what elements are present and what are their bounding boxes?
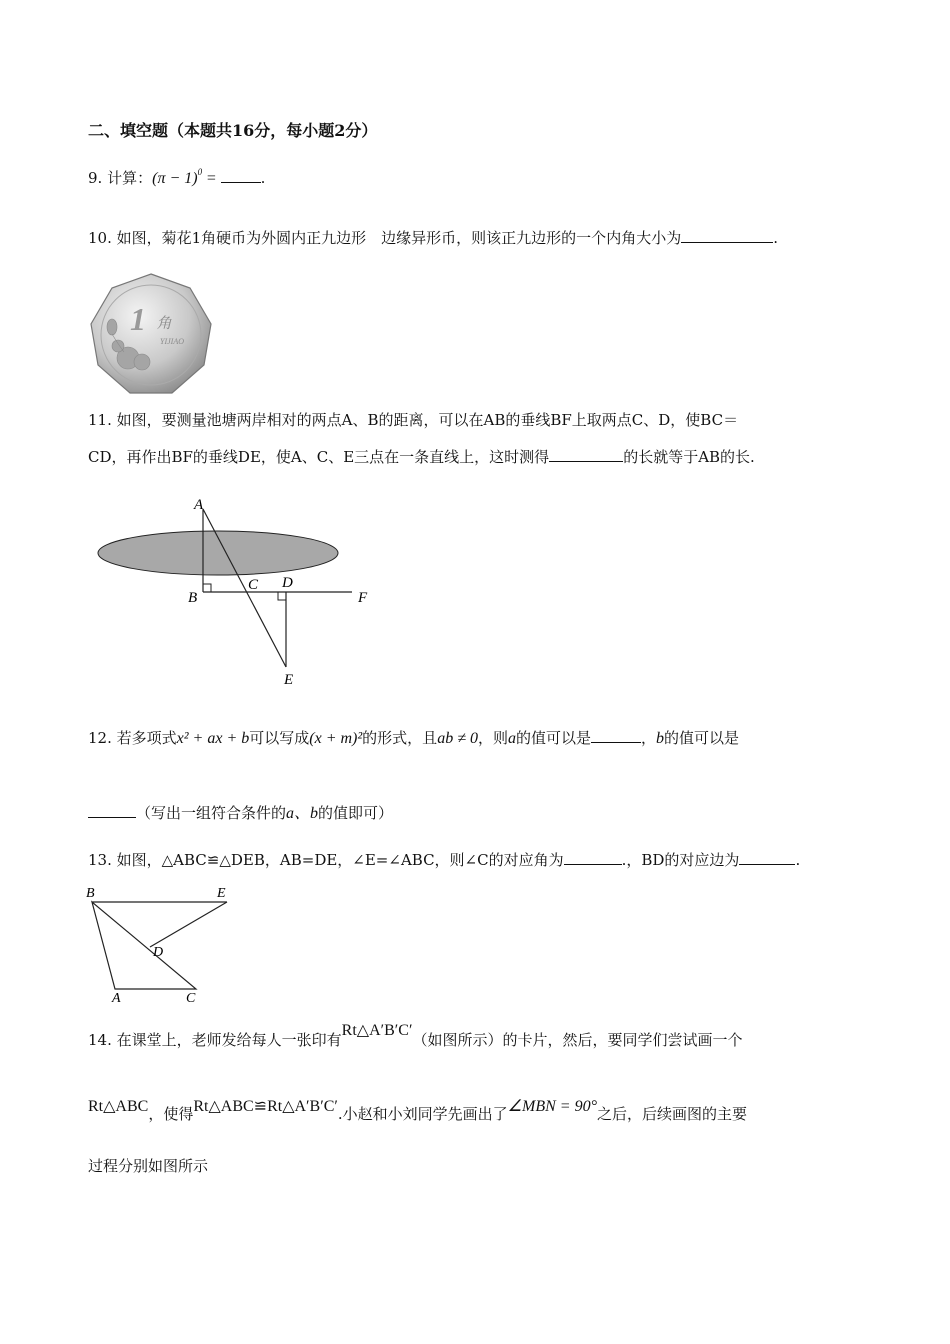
q12-var-b: b — [656, 730, 665, 747]
q12-square: (x + m)² — [309, 730, 363, 747]
q14-congruence: Rt△ABC≌Rt△A′B′C′ — [193, 1098, 338, 1115]
q10-text: 如图，菊花1角硬币为外圆内正九边形 边缘异形币，则该正九边形的一个内角大小为 — [116, 229, 682, 247]
q12-cond: ab ≠ 0 — [437, 730, 478, 747]
question-12-line2 — [88, 803, 393, 824]
q10-answer-blank[interactable] — [681, 228, 773, 243]
section-title: 二、填空题（本题共16分，每小题2分） — [88, 121, 378, 140]
pond-figure — [90, 495, 380, 690]
label-E: E — [284, 672, 294, 688]
q12-line2-end: 的值即可） — [318, 804, 394, 822]
q12-line2: （写出一组符合条件的 — [136, 804, 287, 822]
q14-text-4: .小赵和小刘同学先画出了 — [337, 1105, 508, 1123]
tri-label-B: B — [86, 886, 95, 901]
q12-number: 12. — [88, 729, 112, 747]
q13-text: 如图，△ABC≌△DEB，AB=DE，∠E=∠ABC，则∠C的对应角为 — [116, 851, 564, 869]
q12-ab-pair: a、b — [286, 805, 319, 822]
q9-prefix: 计算： — [107, 169, 153, 187]
q13-end: . — [795, 851, 801, 869]
tri-label-D: D — [153, 945, 164, 960]
label-A: A — [194, 497, 204, 513]
triangle-figure — [84, 880, 244, 1006]
q9-end: . — [260, 169, 266, 187]
q12-text-7: 的值可以是 — [664, 729, 740, 747]
tri-label-C: C — [186, 991, 196, 1006]
q14-text-2: （如图所示）的卡片，然后，要同学们尝试画一个 — [412, 1031, 743, 1049]
coin-digit: 1 — [130, 301, 146, 337]
q12-text-6: ， — [641, 729, 657, 747]
question-14-line1 — [88, 1022, 743, 1051]
q14-card: Rt△A′B′C′ — [341, 1022, 413, 1039]
q12-text-2: 可以写成 — [249, 729, 310, 747]
q14-number: 14. — [88, 1031, 112, 1049]
q14-text-5: 之后，后续画图的主要 — [596, 1105, 747, 1123]
question-14-line3: 过程分别如图所示 — [88, 1157, 209, 1175]
label-D: D — [282, 575, 293, 591]
q12-text-1: 若多项式 — [116, 729, 177, 747]
q11-number: 11. — [88, 411, 112, 429]
question-11-line1 — [88, 410, 738, 430]
question-10 — [88, 228, 778, 248]
question-9 — [88, 168, 265, 190]
tri-label-A: A — [112, 991, 121, 1006]
q14-rt: Rt△ABC — [88, 1098, 149, 1115]
q9-expression: $(\pi - 1)^0$ — [152, 167, 203, 187]
q9-number: 9. — [88, 169, 103, 187]
q10-number: 10. — [88, 229, 112, 247]
q11-answer-blank[interactable] — [549, 447, 623, 462]
label-B: B — [188, 590, 198, 606]
q13-side-blank[interactable] — [739, 850, 795, 865]
label-C: C — [248, 577, 259, 593]
q12-a-blank[interactable] — [591, 728, 641, 743]
q13-number: 13. — [88, 851, 112, 869]
q12-b-blank[interactable] — [88, 803, 136, 818]
q12-text-4: ，则 — [477, 729, 508, 747]
question-13 — [88, 850, 800, 870]
q12-text-3: 的形式，且 — [362, 729, 438, 747]
tri-label-E: E — [217, 886, 226, 901]
question-14-line2 — [88, 1098, 747, 1125]
q11-line2a: CD，再作出BF的垂线DE，使A、C、E三点在一条直线上，这时测得 — [88, 448, 550, 466]
q12-poly: x² + ax + b — [176, 730, 250, 747]
q9-answer-blank[interactable] — [221, 168, 261, 183]
label-F: F — [358, 590, 368, 606]
coin-char: 角 — [156, 316, 172, 332]
q14-text-1: 在课堂上，老师发给每人一张印有 — [116, 1031, 342, 1049]
q9-equals: = — [206, 170, 216, 187]
question-11-line2 — [88, 447, 755, 467]
q12-var-a: a — [507, 730, 516, 747]
q10-end: . — [773, 229, 778, 247]
q12-text-5: 的值可以是 — [515, 729, 591, 747]
q14-text-3: ，使得 — [148, 1105, 194, 1123]
q11-line1: 如图，要测量池塘两岸相对的两点A、B的距离，可以在AB的垂线BF上取两点C、D，使BC＝ — [116, 411, 739, 429]
q11-line2b: 的长就等于AB的长. — [623, 448, 755, 466]
q13-angle-blank[interactable] — [564, 850, 622, 865]
coin-latin: YIJIAO — [160, 337, 184, 346]
q14-angle: ∠MBN = 90° — [507, 1098, 597, 1115]
coin-image — [88, 272, 214, 398]
question-12-line1 — [88, 728, 739, 749]
q13-mid: .，BD的对应边为 — [621, 851, 740, 869]
